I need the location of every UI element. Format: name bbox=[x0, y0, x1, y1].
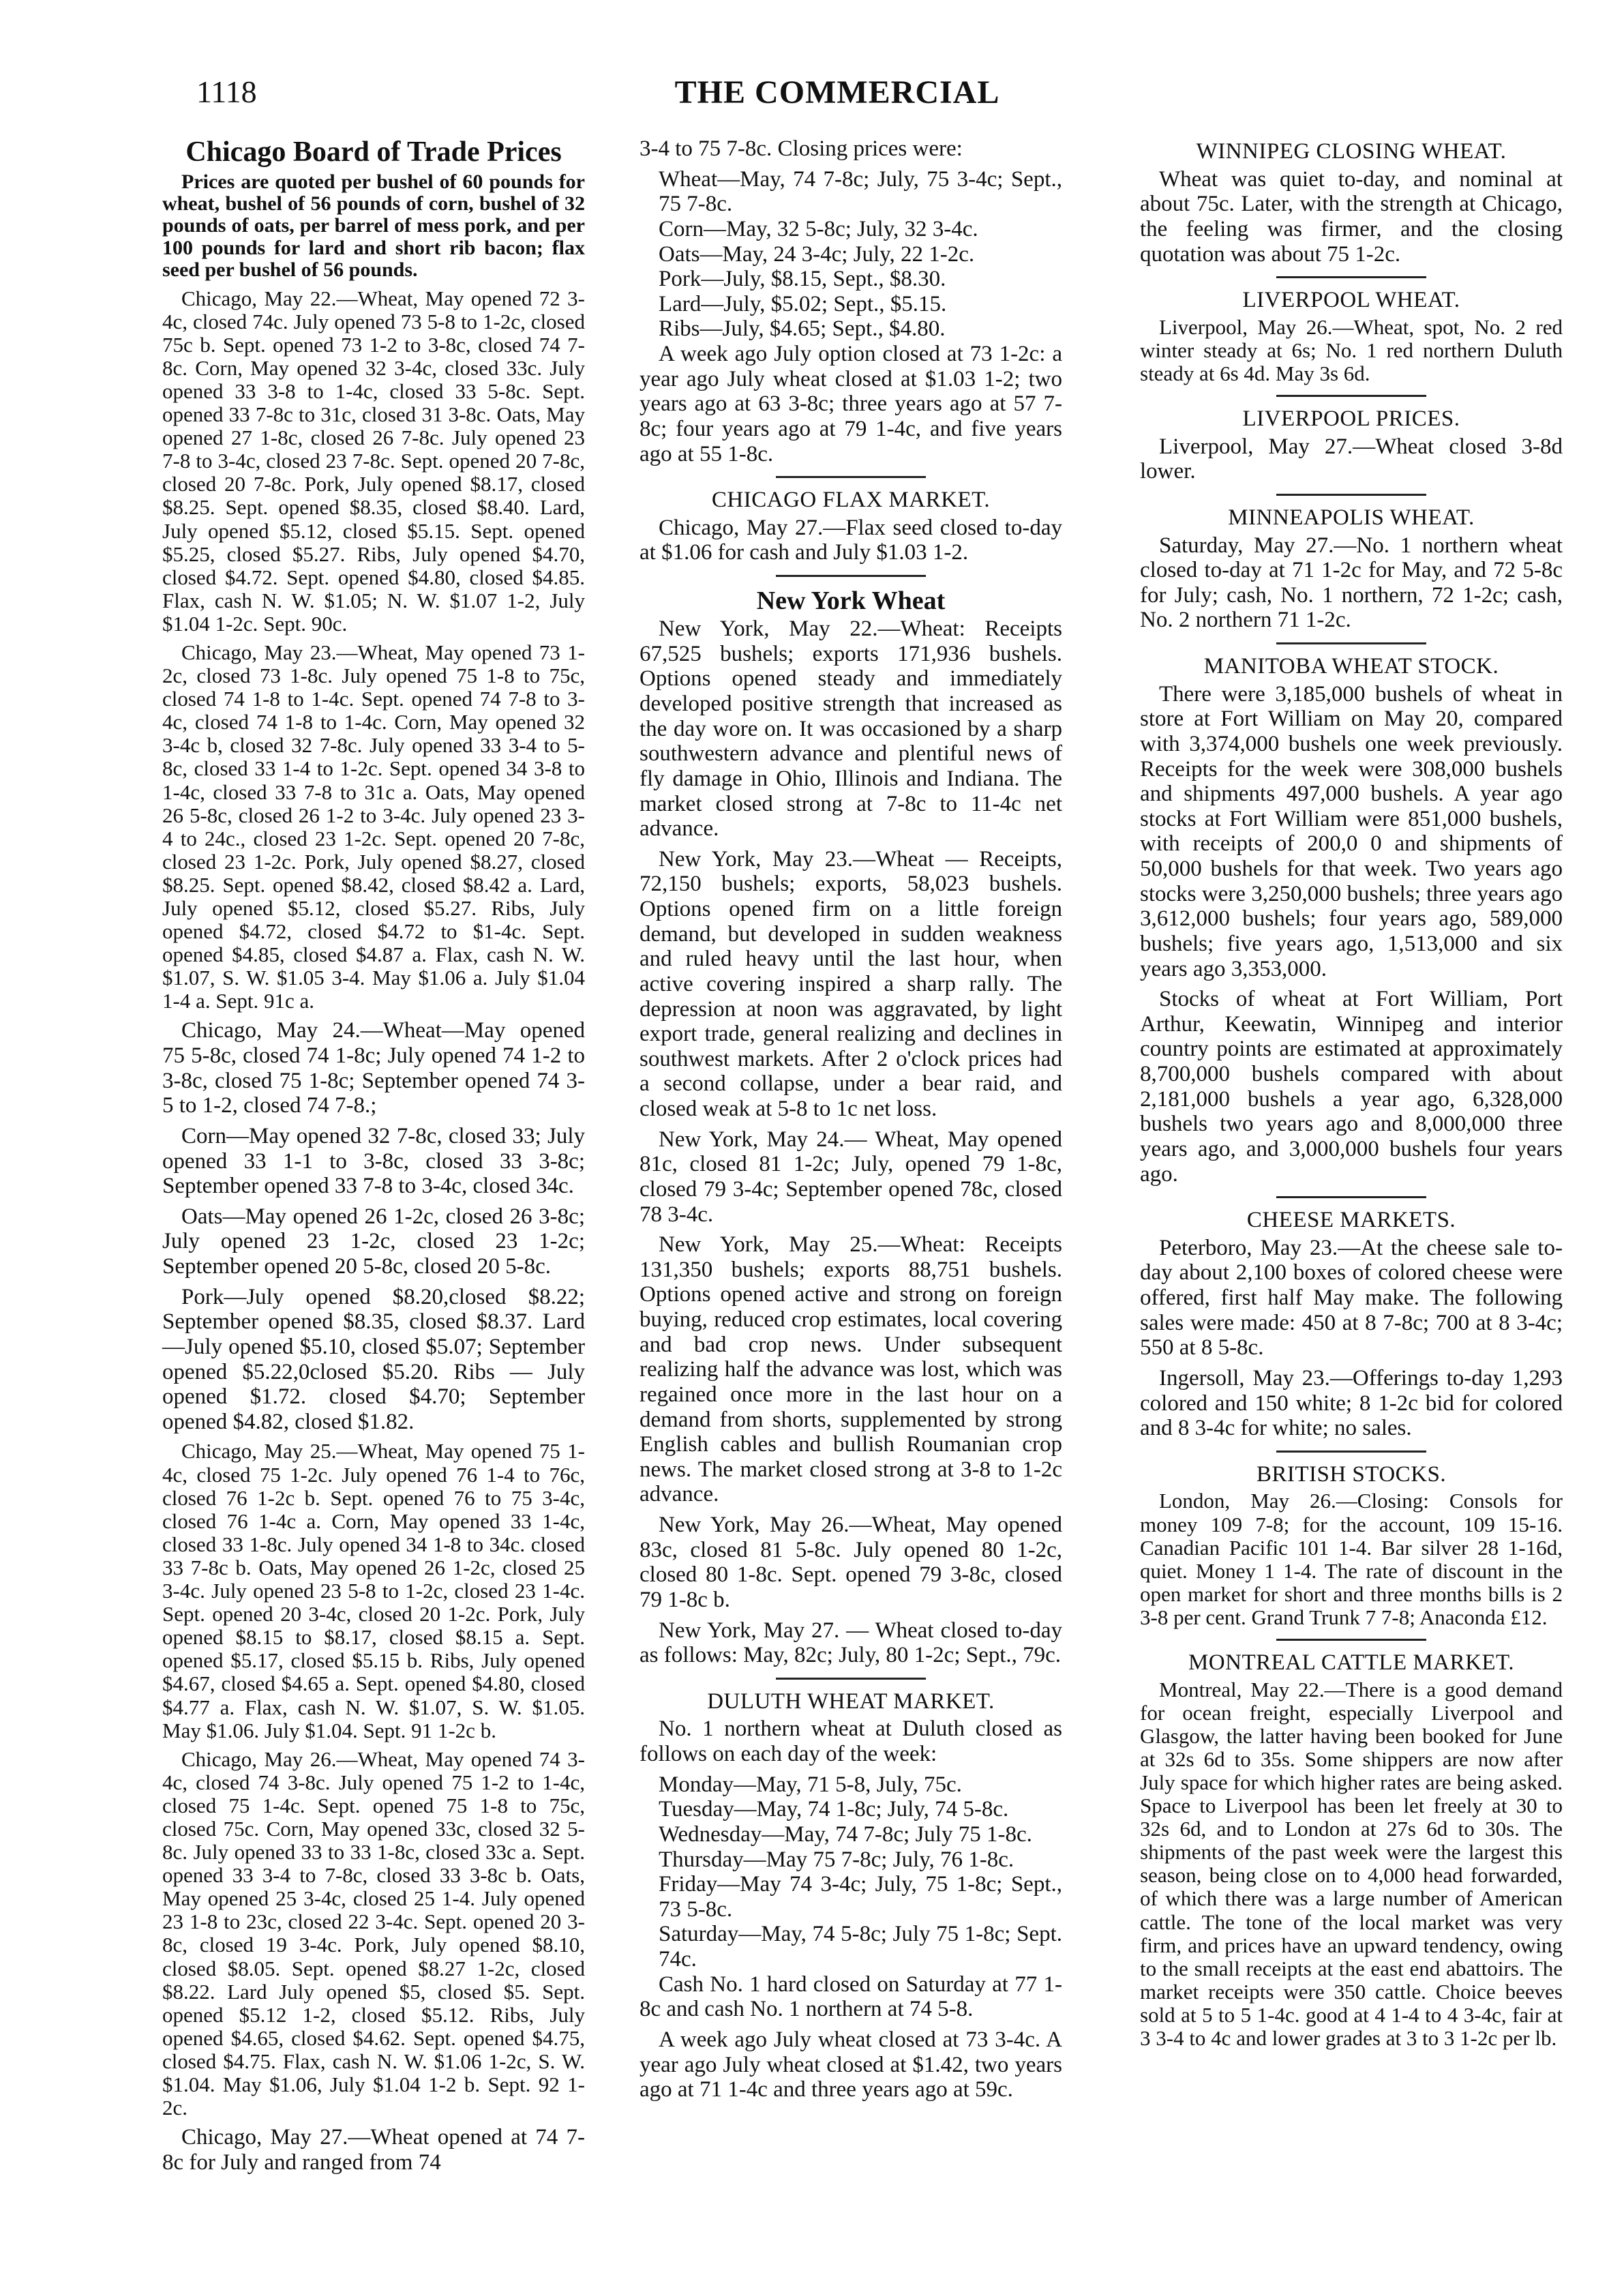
section-divider bbox=[776, 1678, 926, 1680]
duluth-heading: DULUTH WHEAT MARKET. bbox=[707, 1689, 995, 1714]
duluth-day-line: Monday—May, 71 5-8, July, 75c. bbox=[659, 1772, 962, 1797]
duluth-day-line: Tuesday—May, 74 1-8c; July, 74 5-8c. bbox=[659, 1797, 1009, 1822]
new-york-wheat-heading: New York Wheat bbox=[756, 586, 946, 615]
liverpool-prices-text: Liverpool, May 27.—Wheat closed 3-8d lower. bbox=[1140, 434, 1563, 484]
winnipeg-text: Wheat was quiet to-day, and nominal at about 75c. Later, with the strength at Chicago, the feeling was firmer, and the closing quotation was about 75 1-2c. bbox=[1140, 166, 1563, 267]
page-header bbox=[196, 74, 1478, 115]
ny-may-25: New York, May 25.—Wheat: Receipts 131,350 bushels; exports 88,751 bushels. Options opened active and strong on foreign buying, reduced crop estimates, local covering and bad crop news. Under subsequent realizing half the advance was lost, which was regained once more in the last hour on a demand from shorts, supplemented by strong English cables and bullish Roumanian crop news. The market closed strong at 3-8 to 1-2c advance. bbox=[640, 1232, 1062, 1507]
cheese-text-2: Ingersoll, May 23.—Offerings to-day 1,293 colored and 150 white; 8 1-2c bid for colored and 8 3-4c for white; no sales. bbox=[1140, 1365, 1563, 1441]
chicago-closing-lead: 3-4 to 75 7-8c. Closing prices were: bbox=[640, 136, 963, 161]
duluth-day-line: Thursday—May 75 7-8c; July, 76 1-8c. bbox=[659, 1847, 1014, 1872]
liverpool-prices-heading: LIVERPOOL PRICES. bbox=[1242, 406, 1460, 432]
chicago-may-24-pork: Pork—July opened $8.20,closed $8.22; September opened $8.35, closed $8.37. Lard—July opened $5.10, closed $5.07; September opened $5.22,0closed $5.20. Ribs — July opened $1.72. closed $4.70; September opened $4.82, closed $1.82. bbox=[162, 1284, 585, 1434]
publication-title: THE COMMERCIAL bbox=[674, 74, 1000, 110]
cheese-text-1: Peterboro, May 23.—At the cheese sale to-day about 2,100 boxes of colored cheese were offered, first half May make. The following sales were made: 450 at 8 7-8c; 700 at 8 3-4c; 550 at 8 5-8c. bbox=[1140, 1235, 1563, 1360]
closing-price-line: Pork—July, $8.15, Sept., $8.30. bbox=[659, 267, 946, 292]
manitoba-heading: MANITOBA WHEAT STOCK. bbox=[1203, 654, 1499, 679]
duluth-lead: No. 1 northern wheat at Duluth closed as follows on each day of the week: bbox=[640, 1716, 1062, 1767]
duluth-day-line: Saturday—May, 74 5-8c; July 75 1-8c; Sept. 74c. bbox=[659, 1922, 1062, 1972]
section-divider bbox=[776, 476, 926, 478]
british-stocks-heading: BRITISH STOCKS. bbox=[1256, 1461, 1447, 1487]
column-1 bbox=[162, 136, 585, 2180]
section-divider bbox=[1276, 395, 1426, 397]
closing-price-line: Oats—May, 24 3-4c; July, 22 1-2c. bbox=[659, 241, 975, 267]
winnipeg-heading: WINNIPEG CLOSING WHEAT. bbox=[1196, 139, 1507, 164]
minneapolis-heading: MINNEAPOLIS WHEAT. bbox=[1228, 505, 1475, 530]
duluth-day-line: Friday—May 74 3-4c; July, 75 1-8c; Sept., 73 5-8c. bbox=[659, 1872, 1062, 1922]
ny-may-26: New York, May 26.—Wheat, May opened 83c, closed 81 5-8c. July opened 80 1-2c, closed 80 1-8c. Sept. opened 79 3-8c, closed 79 1-8c b. bbox=[640, 1513, 1062, 1612]
closing-price-line: Corn—May, 32 5-8c; July, 32 3-4c. bbox=[659, 216, 978, 241]
chicago-may-27: Chicago, May 27.—Wheat opened at 74 7-8c for July and ranged from 74 bbox=[162, 2125, 585, 2175]
column-3 bbox=[1140, 136, 1563, 2055]
section-divider bbox=[1276, 642, 1426, 644]
chicago-may-24-corn: Corn—May opened 32 7-8c, closed 33; July opened 33 1-1 to 3-8c, closed 33 3-8c; September opened 33 7-8 to 3-4c, closed 34c. bbox=[162, 1123, 585, 1199]
closing-price-line: Wheat—May, 74 7-8c; July, 75 3-4c; Sept., 75 7-8c. bbox=[659, 166, 1062, 217]
chicago-may-25: Chicago, May 25.—Wheat, May opened 75 1-4c, closed 75 1-2c. July opened 76 1-4 to 76c, closed 76 1-2c b. Sept. opened 76 to 75 3-4c, closed 76 1-4c a. Corn, May opened 33 1-4c, closed 33 1-8c. July opened 34 1-8 to 34c. closed 33 7-8c b. Oats, May opened 26 1-2c, closed 25 3-4c. July opened 23 5-8 to 1-2c, closed 23 1-4c. Sept. opened 20 3-4c, closed 20 1-2c. Pork, July opened $8.15 to $8.17, closed $8.15 a. Sept. opened $5.17, closed $5.15 b. Ribs, July opened $4.67, closed $4.65 a. Sept. opened $4.80, closed $4.77 a. Flax, cash N. W. $1.07, S. W. $1.05. May $1.06. July $1.04. Sept. 91 1-2c b. bbox=[162, 1439, 585, 1742]
manitoba-text-2: Stocks of wheat at Fort William, Port Arthur, Keewatin, Winnipeg and interior country points are estimated at approximately 8,700,000 bushels compared with about 2,181,000 bushels a year ago, 6,328,000 bushels two years ago and 8,000,000 three years ago, and 3,000,000 bushels four years ago. bbox=[1140, 987, 1563, 1187]
section-divider bbox=[1276, 1451, 1426, 1453]
ny-may-22: New York, May 22.—Wheat: Receipts 67,525 bushels; exports 171,936 bushels. Options opened steady and immediately developed positive strength that increased as the day wore on. It was occasioned by a sharp southwestern advance and plentiful news of fly damage in Ohio, Illinois and Indiana. The market closed strong at 7-8c to 11-4c net advance. bbox=[640, 616, 1062, 842]
ny-may-27: New York, May 27. — Wheat closed to-day as follows: May, 82c; July, 80 1-2c; Sept., 79c. bbox=[640, 1618, 1062, 1668]
chicago-board-heading: Chicago Board of Trade Prices bbox=[185, 136, 562, 168]
chicago-may-23: Chicago, May 23.—Wheat, May opened 73 1-2c, closed 73 1-8c. July opened 75 1-8 to 75c, closed 74 1-8 to 1-4c. Sept. opened 74 7-8 to 3-4c, closed 74 1-8 to 1-4c. Corn, May opened 32 3-4c b, closed 32 7-8c. July opened 33 3-4 to 5-8c, closed 33 1-4 to 1-2c. Sept. opened 34 3-8 to 1-4c, closed 33 7-8 to 31c a. Oats, May opened 26 5-8c, closed 26 1-2 to 3-4c. July opened 23 3-4 to 24c., closed 23 1-2c. Sept. opened 20 7-8c, closed 23 1-2c. Pork, July opened $8.27, closed $8.25. Sept. opened $8.42, closed $8.42 a. Lard, July opened $5.12, closed $5.27. Ribs, July opened $4.72, closed $4.72 to $1-4c. Sept. opened $4.85, closed $4.87 a. Flax, cash N. W. $1.07, S. W. $1.05 3-4. May $1.06 a. July $1.04 1-4 a. Sept. 91c a. bbox=[162, 640, 585, 1013]
manitoba-text-1: There were 3,185,000 bushels of wheat in store at Fort William on May 20, compared with 3,374,000 bushels one week previously. Receipts for the week were 308,000 bushels and shipments 497,000 bushels. A year ago stocks at Fort William were 851,000 bushels, with receipts of 200,0 0 and shipments of 50,000 bushels for that week. Two years ago stocks were 3,250,000 bushels; three years ago 3,612,000 bushels; four years ago, 589,000 bushels; five years ago, 1,513,000 and six years ago 3,353,000. bbox=[1140, 681, 1563, 981]
closing-price-line: Ribs—July, $4.65; Sept., $4.80. bbox=[659, 316, 946, 342]
liverpool-wheat-heading: LIVERPOOL WHEAT. bbox=[1242, 288, 1460, 313]
closing-price-line: Lard—July, $5.02; Sept., $5.15. bbox=[659, 291, 947, 316]
montreal-cattle-heading: MONTREAL CATTLE MARKET. bbox=[1188, 1650, 1515, 1675]
chicago-may-24: Chicago, May 24.—Wheat—May opened 75 5-8c, closed 74 1-8c; July opened 74 1-2 to 3-8c, closed 75 1-8c; September opened 74 3-5 to 1-2, closed 74 7-8.; bbox=[162, 1018, 585, 1118]
chicago-may-22: Chicago, May 22.—Wheat, May opened 72 3-4c, closed 74c. July opened 73 5-8 to 1-2c, closed 75c b. Sept. opened 73 1-2 to 3-8c, closed 74 7-8c. Corn, May opened 32 3-4c, closed 33c. July opened 33 3-8 to 1-4c, closed 33 5-8c. Sept. opened 33 7-8c to 31c, closed 31 3-8c. Oats, May opened 27 1-8c, closed 26 7-8c. July opened 23 7-8 to 3-4c, closed 23 7-8c. Sept. opened 20 7-8c, closed 20 7-8c. Pork, July opened $8.17, closed $8.25. Sept. opened $8.35, closed $8.40. Lard, July opened $5.12, closed $5.15. Sept. opened $5.25, closed $5.27. Ribs, July opened $4.70, closed $4.72. Sept. opened $4.80, closed $4.85. Flax, cash N. W. $1.05; N. W. $1.07 1-2, July $1.04 1-2c. Sept. 90c. bbox=[162, 286, 585, 636]
section-divider bbox=[1276, 1639, 1426, 1641]
duluth-cash: Cash No. 1 hard closed on Saturday at 77 1-8c and cash No. 1 northern at 74 5-8. bbox=[640, 1972, 1062, 2022]
cheese-heading: CHEESE MARKETS. bbox=[1246, 1208, 1456, 1233]
chicago-may-24-oats: Oats—May opened 26 1-2c, closed 26 3-8c; July opened 23 1-2c, closed 23 1-2c; September opened 20 5-8c, closed 20 5-8c. bbox=[162, 1204, 585, 1279]
ny-may-23: New York, May 23.—Wheat — Receipts, 72,150 bushels; exports, 58,023 bushels. Options opened firm on a little foreign demand, but developed in sudden weakness and ruled heavy until the last hour, when active covering inspired a sharp rally. The depression at noon was aggravated, by light export trade, general realizing and declines in southwest markets. After 2 o'clock prices had a second collapse, under a bear raid, and closed weak at 5-8 to 1c net loss. bbox=[640, 846, 1062, 1122]
ny-may-24: New York, May 24.— Wheat, May opened 81c, closed 81 1-2c; July, opened 79 1-8c, closed 79 3-4c; September opened 78c, closed 78 3-4c. bbox=[640, 1127, 1062, 1227]
chicago-board-intro: Prices are quoted per bushel of 60 pounds for wheat, bushel of 56 pounds of corn, bushel of 32 pounds of oats, per barrel of mess pork, and per 100 pounds for lard and short rib bacon; flax seed per bushel of 56 pounds. bbox=[162, 170, 585, 282]
montreal-cattle-text: Montreal, May 22.—There is a good demand for ocean freight, especially Liverpool and Glasgow, the latter having been booked for June at 32s 6d to 35s. Some shippers are now after July space for which higher rates are being asked. Space to Liverpool has been let freely at 30 to 32s 6d, and to London at 27s 6d to 30s. The shipments of the past week were the largest this season, being close on to 4,000 head forwarded, of which there was a large number of American cattle. The tone of the local market was very firm, and prices have an upward tendency, owing to the small receipts at the east end abattoirs. The market receipts were 350 cattle. Choice beeves sold at 5 to 5 1-4c. good at 4 1-4 to 4 3-4c, fair at 3 3-4 to 4c and lower grades at 3 to 3 1-2c per lb. bbox=[1140, 1677, 1563, 2050]
section-divider bbox=[1276, 494, 1426, 496]
column-2 bbox=[640, 136, 1062, 2108]
minneapolis-text: Saturday, May 27.—No. 1 northern wheat closed to-day at 71 1-2c for May, and 72 5-8c for July; cash, No. 1 northern, 72 1-2c; cash, No. 2 northern 71 1-2c. bbox=[1140, 533, 1563, 633]
chicago-flax-text: Chicago, May 27.—Flax seed closed to-day at $1.06 for cash and July $1.03 1-2. bbox=[640, 515, 1062, 565]
liverpool-wheat-text: Liverpool, May 26.—Wheat, spot, No. 2 red winter steady at 6s; No. 1 red northern Duluth steady at 6s 4d. May 3s 6d. bbox=[1140, 314, 1563, 385]
page-number: 1118 bbox=[196, 74, 257, 109]
section-divider bbox=[1276, 1196, 1426, 1198]
chicago-week-ago: A week ago July option closed at 73 1-2c: a year ago July wheat closed at $1.03 1-2; two years ago at 63 3-8c; three years ago at 57 7-8c; four years ago at 79 1-4c, and five years ago at 55 1-8c. bbox=[640, 342, 1062, 466]
duluth-day-line: Wednesday—May, 74 7-8c; July 75 1-8c. bbox=[659, 1821, 1032, 1847]
british-stocks-text: London, May 26.—Closing: Consols for money 109 7-8; for the account, 109 15-16. Canadian Pacific 101 1-4. Bar silver 28 1-16d, quiet. Money 1 1-4. The rate of discount in the open market for short and three months bills is 2 3-8 per cent. Grand Trunk 7 7-8; Anaconda £12. bbox=[1140, 1489, 1563, 1629]
section-divider bbox=[776, 575, 926, 577]
duluth-week-ago: A week ago July wheat closed at 73 3-4c. A year ago July wheat closed at $1.42, two years ago at 71 1-4c and three years ago at 59c. bbox=[640, 2027, 1062, 2102]
section-divider bbox=[1276, 276, 1426, 278]
chicago-may-26: Chicago, May 26.—Wheat, May opened 74 3-4c, closed 74 3-8c. July opened 75 1-2 to 1-4c, closed 75 1-4c. Sept. opened 75 1-8 to 75c, closed 75c. Corn, May opened 33c, closed 32 5-8c. July opened 33 to 33 1-8c, closed 33c a. Sept. opened 33 3-4 to 7-8c, closed 33 3-8c b. Oats, May opened 25 3-4c, closed 25 1-4. July opened 23 1-8 to 23c, closed 22 3-4c. Sept. opened 20 3-8c, closed 19 3-4c. Pork, July opened $8.10, closed $8.05. Sept. opened $8.27 1-2c, closed $8.22. Lard July opened $5, closed $5. Sept. opened $5.12 1-2, closed $5.12. Ribs, July opened $4.65, closed $4.62. Sept. opened $4.75, closed $4.75. Flax, cash N. W. $1.06 1-2c, S. W. $1.04. May $1.06, July $1.04 1-2 b. Sept. 92 1-2c. bbox=[162, 1746, 585, 2120]
chicago-flax-heading: CHICAGO FLAX MARKET. bbox=[711, 488, 991, 513]
